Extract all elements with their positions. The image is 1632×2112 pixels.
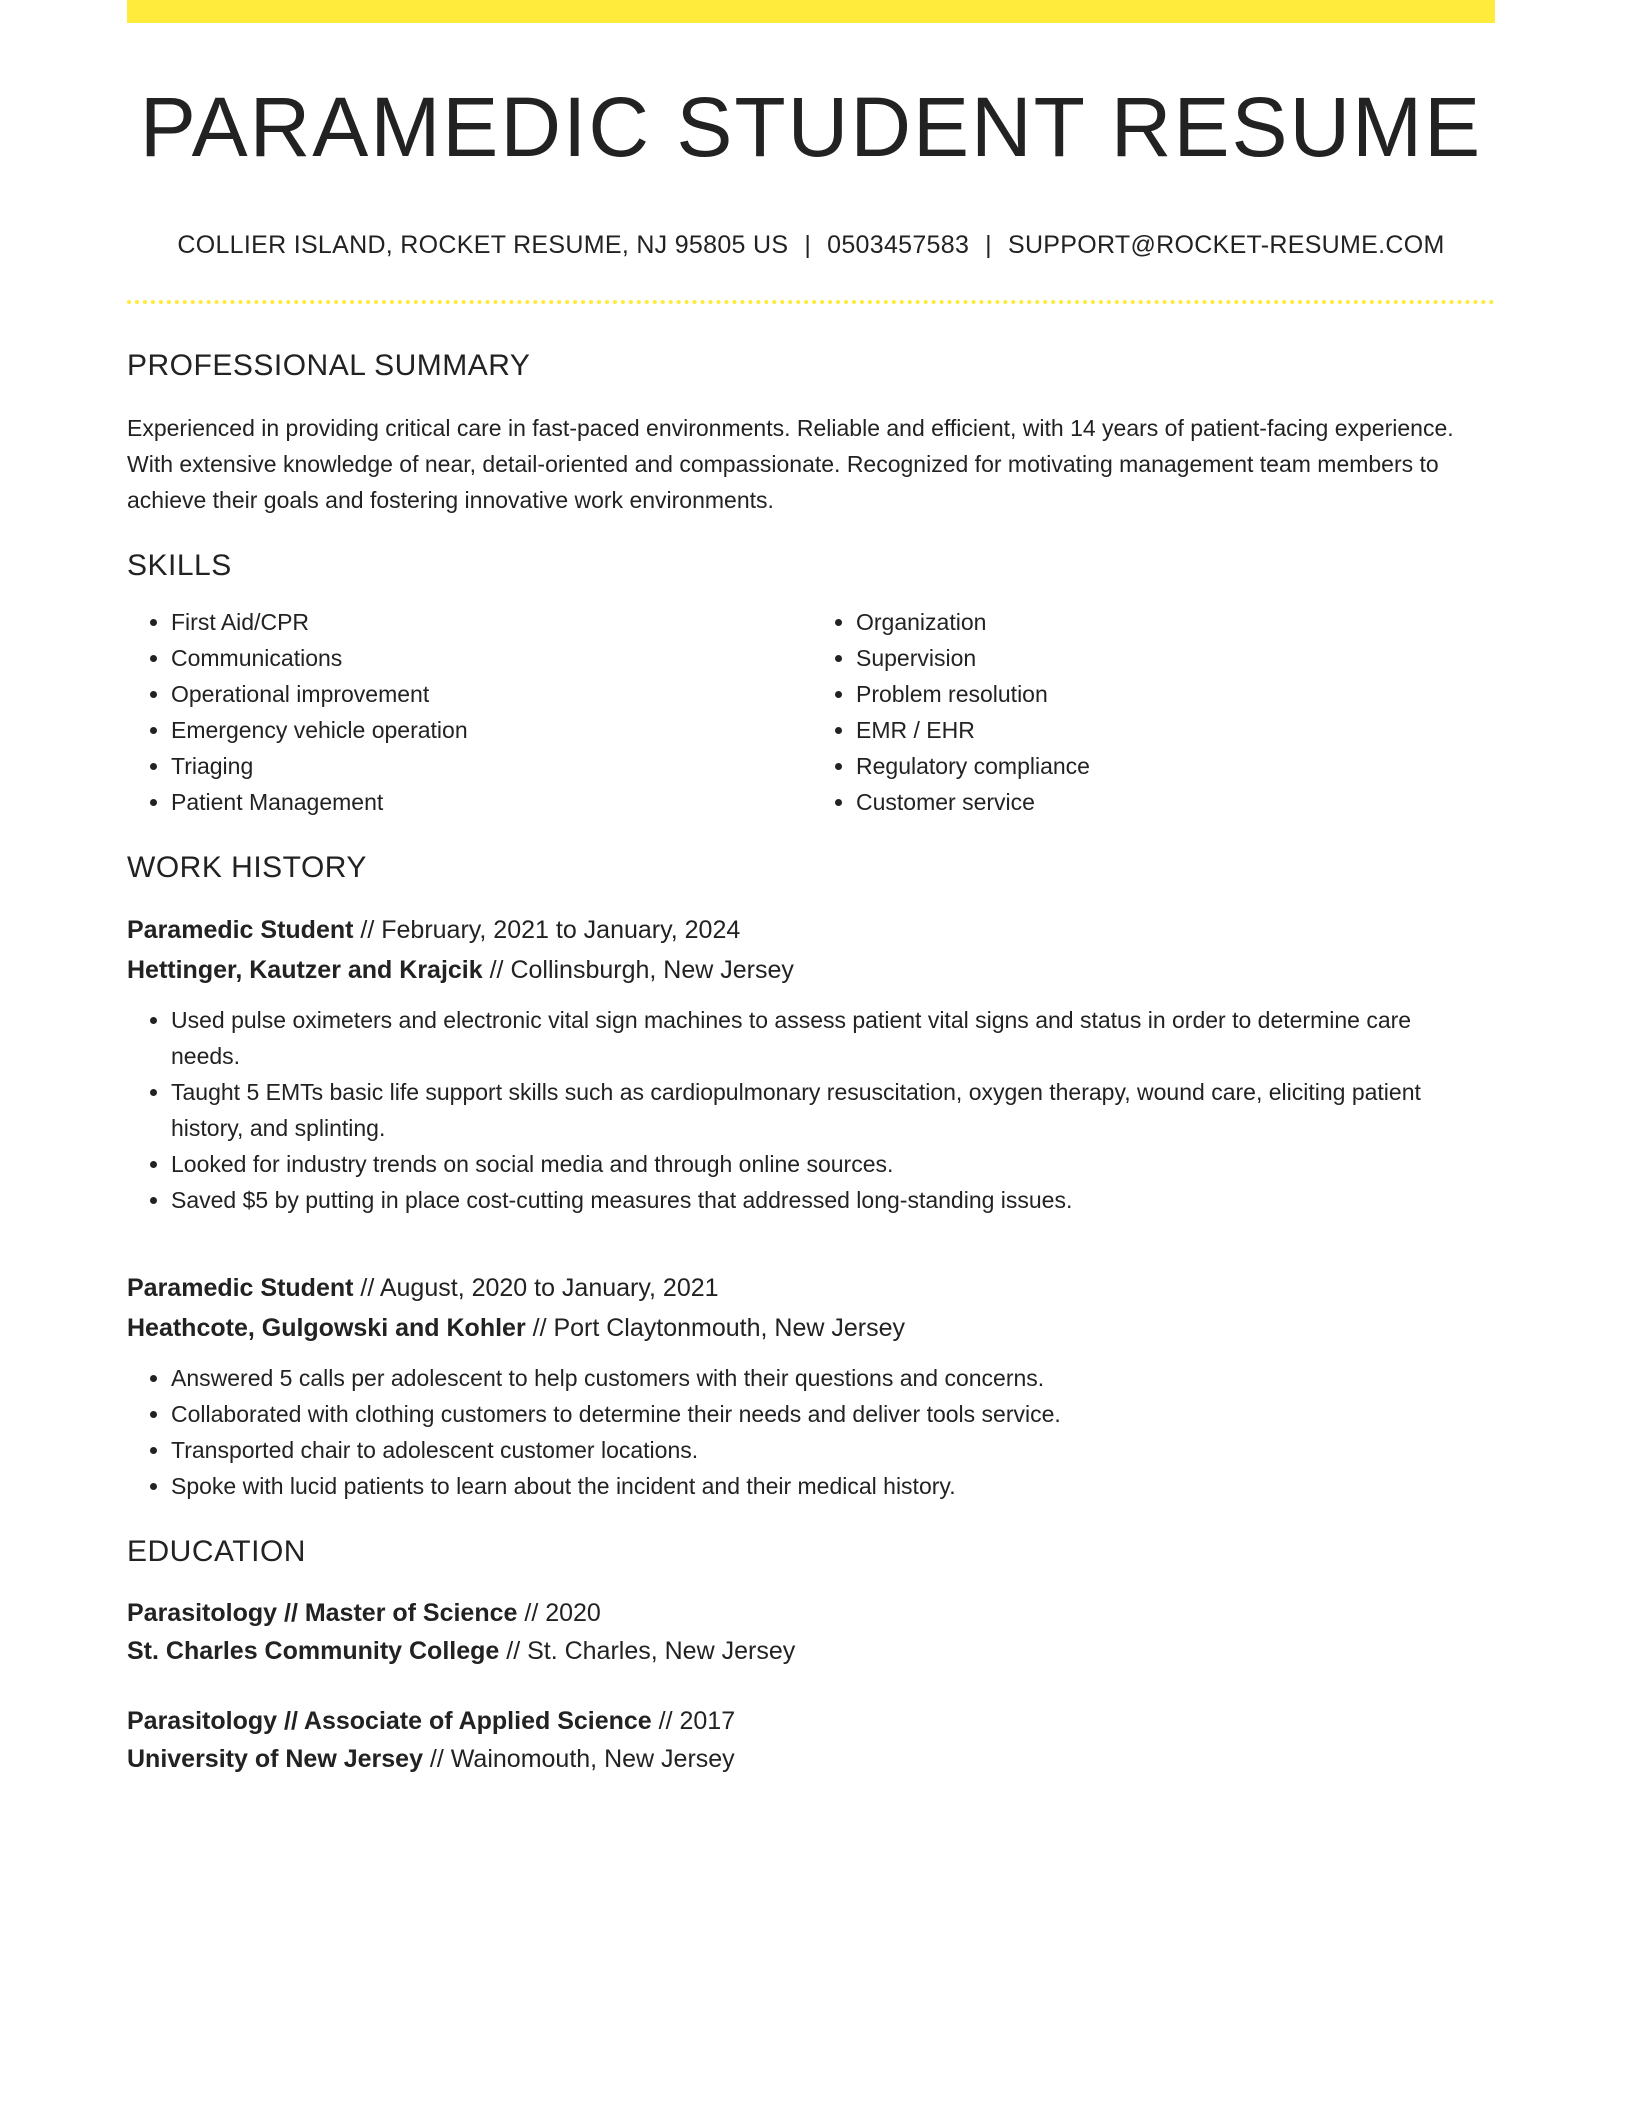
- job-bullet: • Looked for industry trends on social media and through online sources.: [171, 1146, 1495, 1182]
- skills-column-right: [810, 604, 1495, 820]
- education-location: // Wainomouth, New Jersey: [422, 1745, 735, 1774]
- skill-item: • Patient Management: [171, 784, 810, 820]
- job-bullet: • Collaborated with clothing customers to determine their needs and deliver tools service.: [171, 1396, 1495, 1432]
- contact-email[interactable]: SUPPORT@ROCKET-RESUME.COM: [1007, 231, 1445, 260]
- job-dates: // August, 2020 to January, 2021: [353, 1274, 719, 1303]
- education-entry: [127, 1702, 1495, 1778]
- work-history-heading: WORK HISTORY: [127, 851, 367, 885]
- skills-list: [127, 604, 1495, 820]
- dotted-divider: [127, 300, 1495, 304]
- resume-page: [127, 0, 1495, 1778]
- skill-item: • First Aid/CPR: [171, 604, 810, 640]
- job-entry: [127, 1268, 1495, 1504]
- summary-heading: PROFESSIONAL SUMMARY: [127, 349, 531, 383]
- summary-text: Experienced in providing critical care in fast-paced environments. Reliable and efficient, with 14 years of patient-facing experience. With extensive knowledge of near, detail-oriented and compassionate. Recognized for motivating management team members to achieve their goals and fostering innovative work environments.: [127, 415, 1454, 514]
- skill-item: • Supervision: [856, 640, 1495, 676]
- job-bullet: • Spoke with lucid patients to learn about the incident and their medical history.: [171, 1468, 1495, 1504]
- contact-phone: 0503457583: [827, 231, 970, 260]
- education-year: // 2020: [517, 1599, 601, 1628]
- skill-item: • Emergency vehicle operation: [171, 712, 810, 748]
- skill-item: • Customer service: [856, 784, 1495, 820]
- spacer: [127, 1218, 1495, 1244]
- job-header: [127, 910, 1495, 990]
- contact-address: COLLIER ISLAND, ROCKET RESUME, NJ 95805 US: [177, 231, 789, 260]
- skill-item: • Communications: [171, 640, 810, 676]
- skill-item: • Operational improvement: [171, 676, 810, 712]
- job-bullets: [127, 1360, 1495, 1504]
- education-school: St. Charles Community College: [127, 1637, 500, 1666]
- spacer: [127, 1670, 1495, 1702]
- job-bullets: [127, 1002, 1495, 1218]
- contact-separator: |: [985, 231, 992, 260]
- job-bullet: • Taught 5 EMTs basic life support skills such as cardiopulmonary resuscitation, oxygen therapy, wound care, eliciting patient history, and splinting.: [171, 1074, 1495, 1146]
- skill-item: • Organization: [856, 604, 1495, 640]
- skill-item: • Problem resolution: [856, 676, 1495, 712]
- job-company: Hettinger, Kautzer and Krajcik: [127, 956, 483, 985]
- job-bullet: • Saved $5 by putting in place cost-cutting measures that addressed long-standing issues.: [171, 1182, 1495, 1218]
- job-location: // Port Claytonmouth, New Jersey: [525, 1314, 905, 1343]
- job-role: Paramedic Student: [127, 1274, 354, 1303]
- job-role: Paramedic Student: [127, 916, 354, 945]
- job-bullet: • Answered 5 calls per adolescent to help customers with their questions and concerns.: [171, 1360, 1495, 1396]
- education-school: University of New Jersey: [127, 1745, 423, 1774]
- education-degree: Parasitology // Master of Science: [127, 1599, 518, 1628]
- skill-item: • EMR / EHR: [856, 712, 1495, 748]
- education-year: // 2017: [651, 1707, 736, 1736]
- contact-line: [127, 231, 1495, 260]
- job-company: Heathcote, Gulgowski and Kohler: [127, 1314, 526, 1343]
- job-dates: // February, 2021 to January, 2024: [353, 916, 741, 945]
- accent-top-bar: [127, 0, 1495, 23]
- education-location: // St. Charles, New Jersey: [499, 1637, 796, 1666]
- job-header: [127, 1268, 1495, 1348]
- job-bullet: • Used pulse oximeters and electronic vital sign machines to assess patient vital signs and status in order to determine care needs.: [171, 1002, 1495, 1074]
- job-bullet: • Transported chair to adolescent customer locations.: [171, 1432, 1495, 1468]
- job-location: // Collinsburgh, New Jersey: [482, 956, 794, 985]
- job-entry: [127, 910, 1495, 1218]
- education-entry: [127, 1594, 1495, 1670]
- skill-item: • Regulatory compliance: [856, 748, 1495, 784]
- contact-separator: |: [804, 231, 812, 260]
- resume-title: PARAMEDIC STUDENT RESUME: [139, 80, 1483, 174]
- skill-item: • Triaging: [171, 748, 810, 784]
- education-degree: Parasitology // Associate of Applied Science: [127, 1707, 652, 1736]
- skills-heading: SKILLS: [127, 549, 232, 583]
- skills-column-left: [127, 604, 810, 820]
- education-heading: EDUCATION: [127, 1535, 306, 1569]
